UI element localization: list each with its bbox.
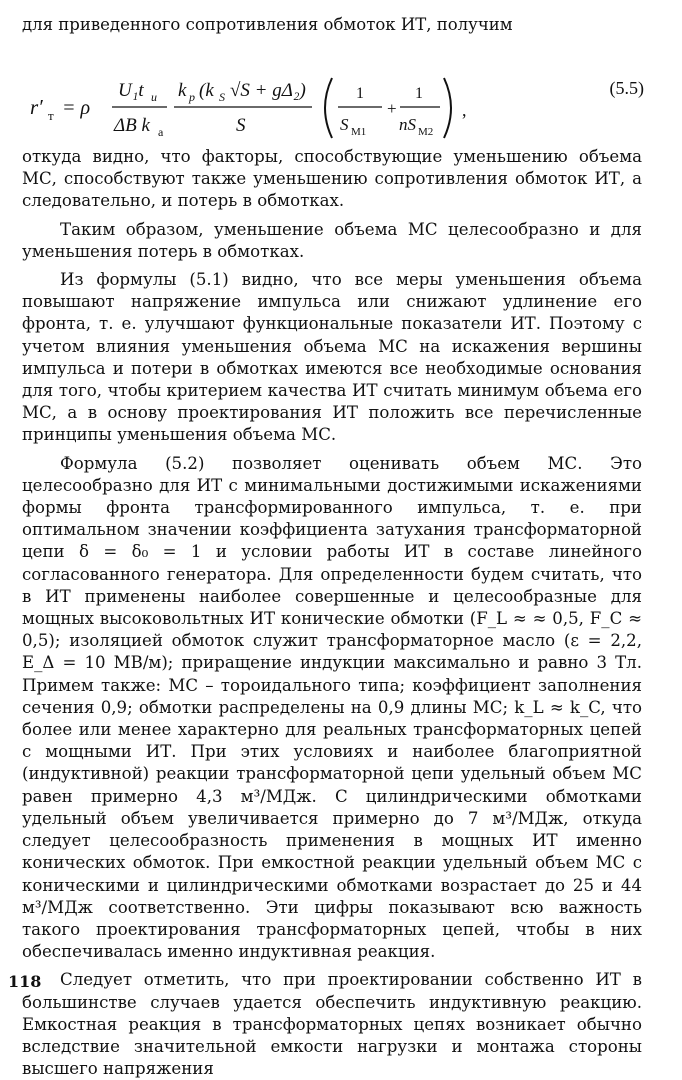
paragraph-5: Следует отметить, что при проектировании собственно ИТ в большинстве случаев удается обеспечить индуктивную реакцию. Емкостная реакция в трансформаторных цепях возникает обычно вследствие значительной емкости нагрузки и монтажа стороны высшего напряжения bbox=[22, 970, 642, 1079]
formula-frac3-den: S bbox=[340, 115, 349, 134]
formula-den2: S bbox=[236, 115, 246, 136]
page-body bbox=[22, 14, 642, 1080]
formula-num2: k bbox=[178, 80, 187, 101]
page-number: 118 bbox=[8, 972, 42, 991]
left-paren bbox=[325, 78, 332, 138]
formula-plus: + bbox=[387, 99, 397, 118]
formula-frac4-num: 1 bbox=[415, 85, 423, 102]
formula-frac3-num: 1 bbox=[356, 85, 364, 102]
formula-equals: = ρ bbox=[62, 97, 91, 119]
paragraph-4: Формула (5.2) позволяет оценивать объем МС. Это целесообразно для ИТ с минимальными достижимыми искажениями формы фронта трансформированного импульса, т. е. при оптимальном значении коэффициента затухания трансформаторной цепи δ = δ₀ = 1 и условии работы ИТ в составе линейного согласованного генератора. Для определенности будем считать, что в ИТ применены наиболее совершенные и целесообразные для мощных высоковольтных ИТ конические обмотки (F_L ≈ ≈ 0,5, F_C ≈ 0,5); изоляцией обмоток служит трансформаторное масло (ε = 2,2, E_Δ = 10 МВ/м); приращение индукции максимально и равно 3 Тл. Примем также: МС – тороидального типа; коэффициент заполнения сечения 0,9; обмотки распределены на 0,9 длины МС; k_L ≈ k_C, что более или менее характерно для реальных трансформаторных цепей с мощными ИТ. При этих условиях и наиболее благоприятной (индуктивной) реакции трансформаторной цепи удельный объем МС равен примерно 4,3 м³/МДж. С цилиндрическими обмотками удельный объем увеличивается примерно до 7 м³/МДж, откуда следует целесообразность применения в мощных ИТ именно конических обмоток. При емкостной реакции удельный объем МС с коническими и цилиндрическими обмотками возрастает до 25 и 44 м³/МДж соответственно. Эти цифры показывают всю важность такого проектирования трансформаторных цепей, чтобы в них обеспечивалась именно индуктивная реакция. bbox=[22, 453, 642, 962]
formula-den1: ΔB k bbox=[114, 115, 150, 136]
right-paren bbox=[444, 78, 451, 138]
formula-svg bbox=[22, 36, 642, 146]
formula-num2-tail: √S + gΔ₂) bbox=[230, 80, 306, 101]
formula-num1: U₁t bbox=[118, 80, 144, 101]
formula-num2-rest: (k bbox=[199, 80, 214, 101]
equation-number: (5.5) bbox=[609, 78, 644, 98]
intro-line: для приведенного сопротивления обмоток ИТ, получим bbox=[22, 15, 513, 34]
formula-frac4-den-sub: М2 bbox=[418, 126, 434, 138]
paragraph-3: Из формулы (5.1) видно, что все меры уменьшения объема повышают напряжение импульса или снижают удлинение его фронта, т. е. улучшают функциональные показатели ИТ. Поэтому с учетом влияния уменьшения объема МС на искажения вершины импульса и потери в обмотках имеются все необходимые основания для того, чтобы критерием качества ИТ считать минимум объема его МС, а в основу проектирования ИТ положить все перечисленные принципы уменьшения объема МС. bbox=[22, 270, 642, 445]
formula-den1-sub: а bbox=[158, 125, 164, 139]
formula-num1-sub: и bbox=[151, 90, 157, 104]
formula-comma: , bbox=[462, 100, 467, 120]
paragraph-2: Таким образом, уменьшение объема МС целесообразно и для уменьшения потерь в обмотках. bbox=[22, 219, 642, 261]
formula-num2-sub: p bbox=[189, 90, 195, 104]
paragraph-1: откуда видно, что факторы, способствующие уменьшению объема МС, способствуют также уменьшению сопротивления обмоток ИТ, а следовательно, и потерь в обмотках. bbox=[22, 147, 642, 211]
formula-lhs-sub: т bbox=[48, 108, 54, 123]
formula-5-5 bbox=[22, 36, 642, 146]
formula-lhs: r′ bbox=[30, 95, 43, 119]
formula-frac4-den: nS bbox=[399, 115, 416, 134]
formula-frac3-den-sub: М1 bbox=[351, 126, 367, 138]
formula-num2-sub2: S bbox=[219, 90, 225, 104]
